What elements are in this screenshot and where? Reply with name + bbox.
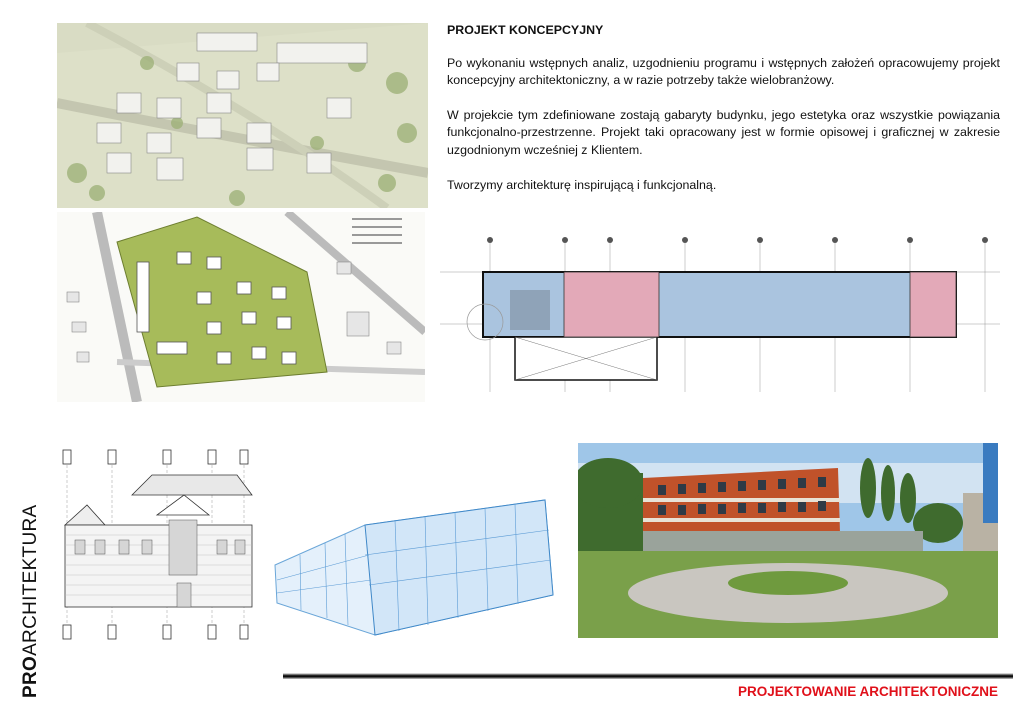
sketch-render-image: [265, 485, 568, 650]
footer-divider: [283, 673, 1013, 679]
floor-plan-image: [440, 232, 1000, 400]
brand-logo-vertical: [20, 505, 42, 698]
paragraph-3: Tworzymy architekturę inspirującą i funkcjonalną.: [447, 177, 717, 192]
footer-label: PROJEKTOWANIE ARCHITEKTONICZNE: [737, 684, 998, 699]
concept-project-text: [447, 22, 1000, 211]
elevation-drawing-image: [57, 445, 263, 645]
paragraph-1: Po wykonaniu wstępnych analiz, uzgodnieniu programu i wstępnych założeń opracowujemy projekt koncepcyjny architektoniczny, a w razie potrzeby także wielobranżowy.: [447, 55, 1000, 88]
aerial-render-image: [57, 23, 428, 208]
site-plan-image: [57, 212, 425, 402]
brand-rest: ARCHITEKTURA: [20, 504, 41, 656]
paragraph-2: W projekcie tym zdefiniowane zostają gabaryty budynku, jego estetyka oraz wszystkie powiązania funkcjonalno-przestrzenne. Projekt taki opracowany jest w formie opisowej i graficznej w zakresie uzgodnionym wcześniej z Klientem.: [447, 107, 1000, 157]
section-title: PROJEKT KONCEPCYJNY: [447, 23, 604, 37]
brand-bold: PRO: [20, 655, 41, 698]
building-photo-image: [578, 443, 998, 638]
